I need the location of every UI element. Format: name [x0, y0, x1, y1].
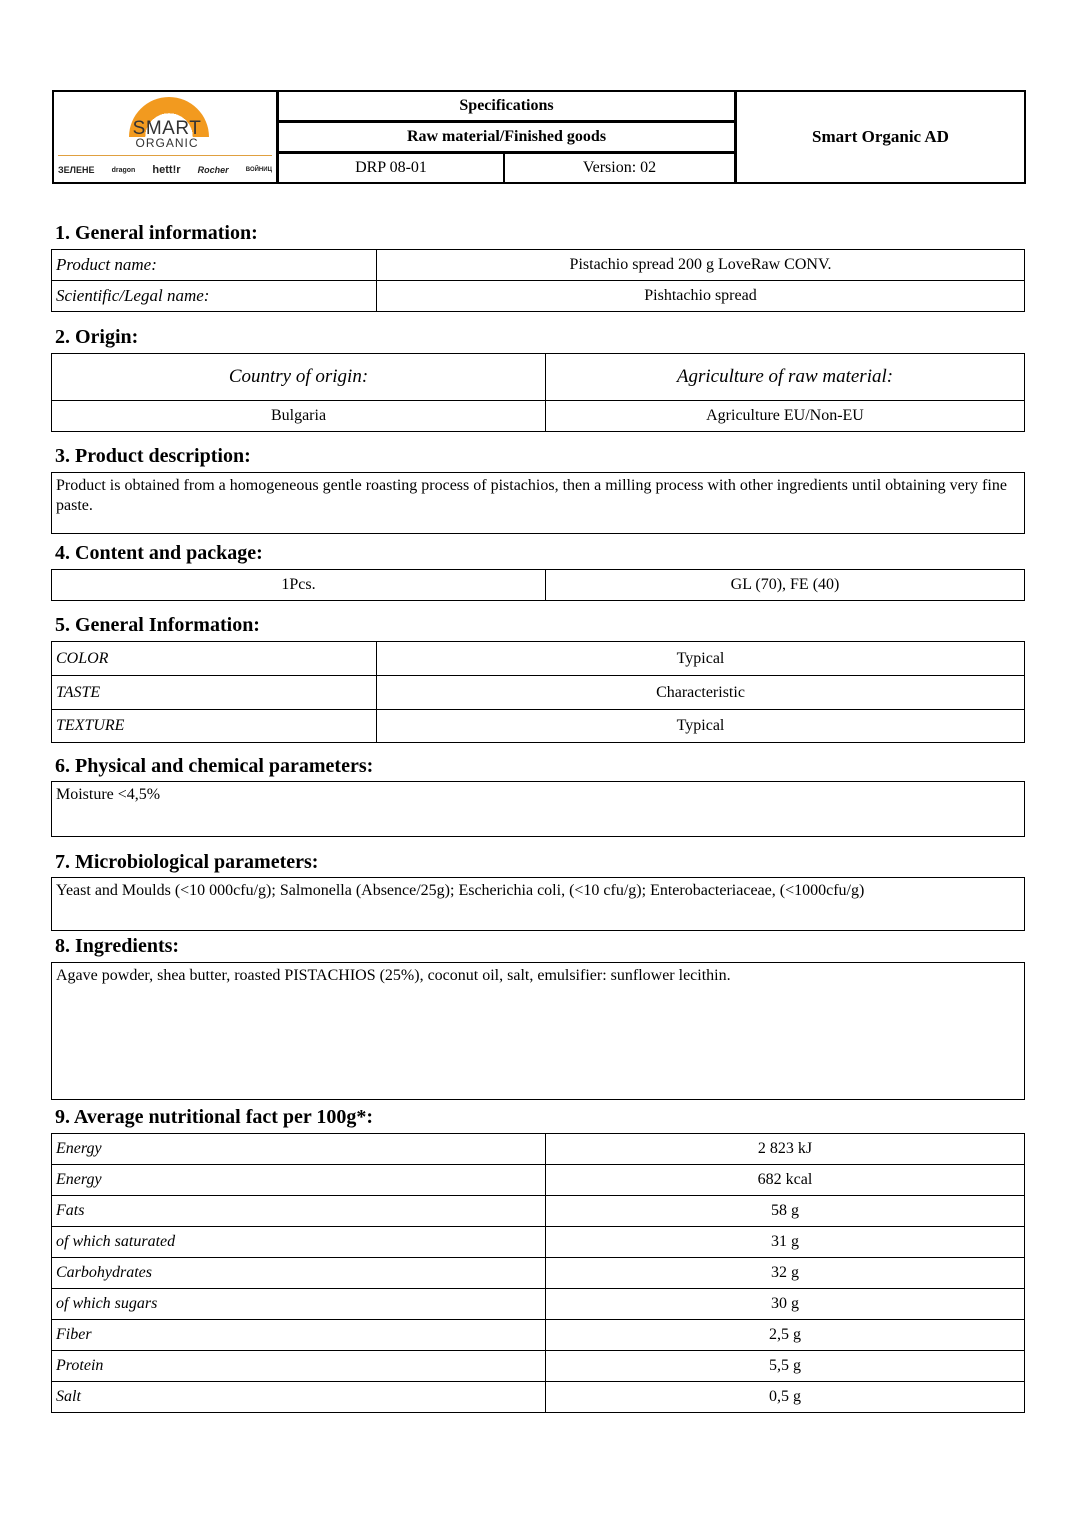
field-label: Scientific/Legal name:	[51, 280, 377, 312]
brand-logo: dragon	[111, 166, 136, 174]
nutrition-label: Fiber	[51, 1319, 546, 1351]
nutrition-label: Energy	[51, 1164, 546, 1196]
package-codes: GL (70), FE (40)	[545, 569, 1025, 601]
legal-name-value: Pishtachio spread	[376, 280, 1025, 312]
ingredients-text: Agave powder, shea butter, roasted PISTACHIOS (25%), coconut oil, salt, emulsifier: sunflower lecithin.	[51, 962, 1025, 1100]
physchem-text: Moisture <4,5%	[51, 781, 1025, 837]
nutrition-label: Salt	[51, 1381, 546, 1413]
nutrition-label: of which saturated	[51, 1226, 546, 1258]
nutrition-label: of which sugars	[51, 1288, 546, 1320]
nutrition-value: 31 g	[545, 1226, 1025, 1258]
content-quantity: 1Pcs.	[51, 569, 546, 601]
nutrition-value: 32 g	[545, 1257, 1025, 1289]
logo-text-smart: SMART	[132, 118, 202, 139]
agriculture-label: Agriculture of raw material:	[545, 353, 1025, 401]
section-heading: 2. Origin:	[55, 326, 139, 348]
nutrition-value: 5,5 g	[545, 1350, 1025, 1382]
nutrition-label: Fats	[51, 1195, 546, 1227]
country-label: Country of origin:	[51, 353, 546, 401]
product-name-value: Pistachio spread 200 g LoveRaw CONV.	[376, 249, 1025, 281]
description-text: Product is obtained from a homogeneous gentle roasting process of pistachios, then a milling process with other ingredients until obtaining very fine paste.	[51, 472, 1025, 534]
doc-subtitle: Raw material/Finished goods	[277, 121, 736, 153]
nutrition-value: 2 823 kJ	[545, 1133, 1025, 1165]
company-name: Smart Organic AD	[735, 90, 1026, 184]
micro-text: Yeast and Moulds (<10 000cfu/g); Salmonella (Absence/25g); Escherichia coli, (<10 cfu/g); Enterobacteriaceae, (<1000cfu/g)	[51, 877, 1025, 931]
attribute-value: Typical	[376, 641, 1025, 676]
section-heading: 7. Microbiological parameters:	[55, 851, 319, 873]
nutrition-value: 682 kcal	[545, 1164, 1025, 1196]
nutrition-value: 30 g	[545, 1288, 1025, 1320]
attribute-label: TASTE	[51, 675, 377, 710]
logo-divider	[58, 155, 272, 156]
brand-logo: ЗЕЛЕНЕ	[58, 165, 95, 175]
attribute-value: Typical	[376, 709, 1025, 743]
section-heading: 4. Content and package:	[55, 542, 263, 564]
brand-logo: hett!r	[152, 164, 181, 176]
section-heading: 6. Physical and chemical parameters:	[55, 755, 374, 777]
doc-version: Version: 02	[503, 152, 736, 184]
brand-logos	[58, 162, 272, 178]
country-value: Bulgaria	[51, 400, 546, 432]
logo-box	[52, 90, 278, 184]
nutrition-value: 58 g	[545, 1195, 1025, 1227]
nutrition-label: Energy	[51, 1133, 546, 1165]
section-heading: 1. General information:	[55, 222, 258, 244]
section-heading: 5. General Information:	[55, 614, 260, 636]
field-label: Product name:	[51, 249, 377, 281]
brand-logo: ВОЙНИЦ	[245, 167, 272, 173]
logo-text-organic: ORGANIC	[135, 136, 199, 150]
section-heading: 8. Ingredients:	[55, 935, 180, 957]
nutrition-label: Carbohydrates	[51, 1257, 546, 1289]
nutrition-value: 0,5 g	[545, 1381, 1025, 1413]
doc-code: DRP 08-01	[277, 152, 505, 184]
agriculture-value: Agriculture EU/Non-EU	[545, 400, 1025, 432]
doc-title: Specifications	[277, 90, 736, 122]
nutrition-value: 2,5 g	[545, 1319, 1025, 1351]
attribute-value: Characteristic	[376, 675, 1025, 710]
brand-logo: Rocher	[197, 165, 229, 175]
section-heading: 9. Average nutritional fact per 100g*:	[55, 1106, 374, 1128]
nutrition-label: Protein	[51, 1350, 546, 1382]
attribute-label: TEXTURE	[51, 709, 377, 743]
attribute-label: COLOR	[51, 641, 377, 676]
section-heading: 3. Product description:	[55, 445, 251, 467]
